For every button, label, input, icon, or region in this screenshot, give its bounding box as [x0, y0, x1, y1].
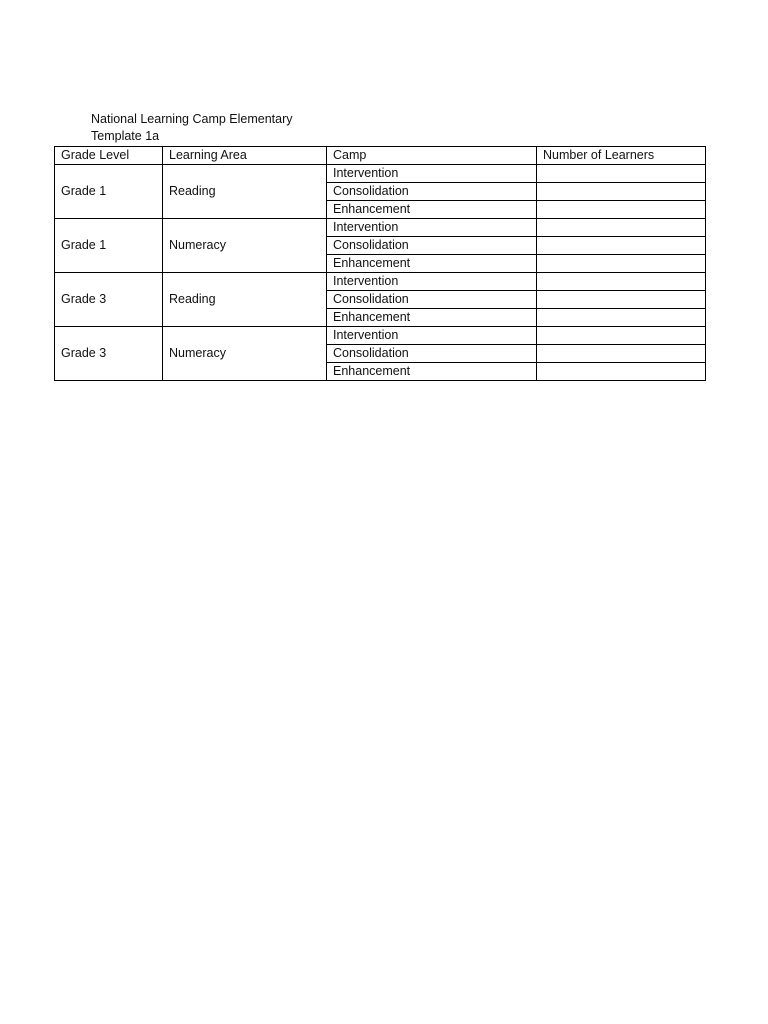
- table-row: [55, 327, 706, 345]
- learners-table: [54, 146, 706, 381]
- camp-cell: Enhancement: [327, 309, 537, 327]
- learners-cell[interactable]: [537, 255, 706, 273]
- learners-cell[interactable]: [537, 237, 706, 255]
- learners-cell[interactable]: [537, 291, 706, 309]
- camp-cell: Consolidation: [327, 291, 537, 309]
- table-row: [55, 219, 706, 237]
- document-header: [91, 111, 293, 145]
- learners-cell[interactable]: [537, 309, 706, 327]
- learners-cell[interactable]: [537, 327, 706, 345]
- learners-cell[interactable]: [537, 201, 706, 219]
- learners-cell[interactable]: [537, 345, 706, 363]
- camp-cell: Consolidation: [327, 237, 537, 255]
- camp-cell: Intervention: [327, 219, 537, 237]
- camp-cell: Enhancement: [327, 363, 537, 381]
- table-row: [55, 165, 706, 183]
- learners-cell[interactable]: [537, 219, 706, 237]
- learning-area-cell: Numeracy: [163, 327, 327, 381]
- document-title: National Learning Camp Elementary: [91, 112, 293, 126]
- grade-level-cell: Grade 1: [55, 165, 163, 219]
- camp-cell: Intervention: [327, 273, 537, 291]
- header-camp: Camp: [327, 147, 537, 165]
- learners-cell[interactable]: [537, 183, 706, 201]
- learning-area-cell: Reading: [163, 165, 327, 219]
- header-grade-level: Grade Level: [55, 147, 163, 165]
- learning-area-cell: Numeracy: [163, 219, 327, 273]
- grade-level-cell: Grade 3: [55, 273, 163, 327]
- header-learning-area: Learning Area: [163, 147, 327, 165]
- camp-cell: Consolidation: [327, 183, 537, 201]
- table-row: [55, 273, 706, 291]
- document-subtitle: Template 1a: [91, 129, 160, 143]
- camp-cell: Intervention: [327, 327, 537, 345]
- grade-level-cell: Grade 3: [55, 327, 163, 381]
- learners-cell[interactable]: [537, 165, 706, 183]
- header-number-of-learners: Number of Learners: [537, 147, 706, 165]
- camp-cell: Consolidation: [327, 345, 537, 363]
- camp-cell: Enhancement: [327, 255, 537, 273]
- table-header-row: [55, 147, 706, 165]
- camp-cell: Intervention: [327, 165, 537, 183]
- learners-cell[interactable]: [537, 273, 706, 291]
- learning-area-cell: Reading: [163, 273, 327, 327]
- camp-cell: Enhancement: [327, 201, 537, 219]
- learners-cell[interactable]: [537, 363, 706, 381]
- grade-level-cell: Grade 1: [55, 219, 163, 273]
